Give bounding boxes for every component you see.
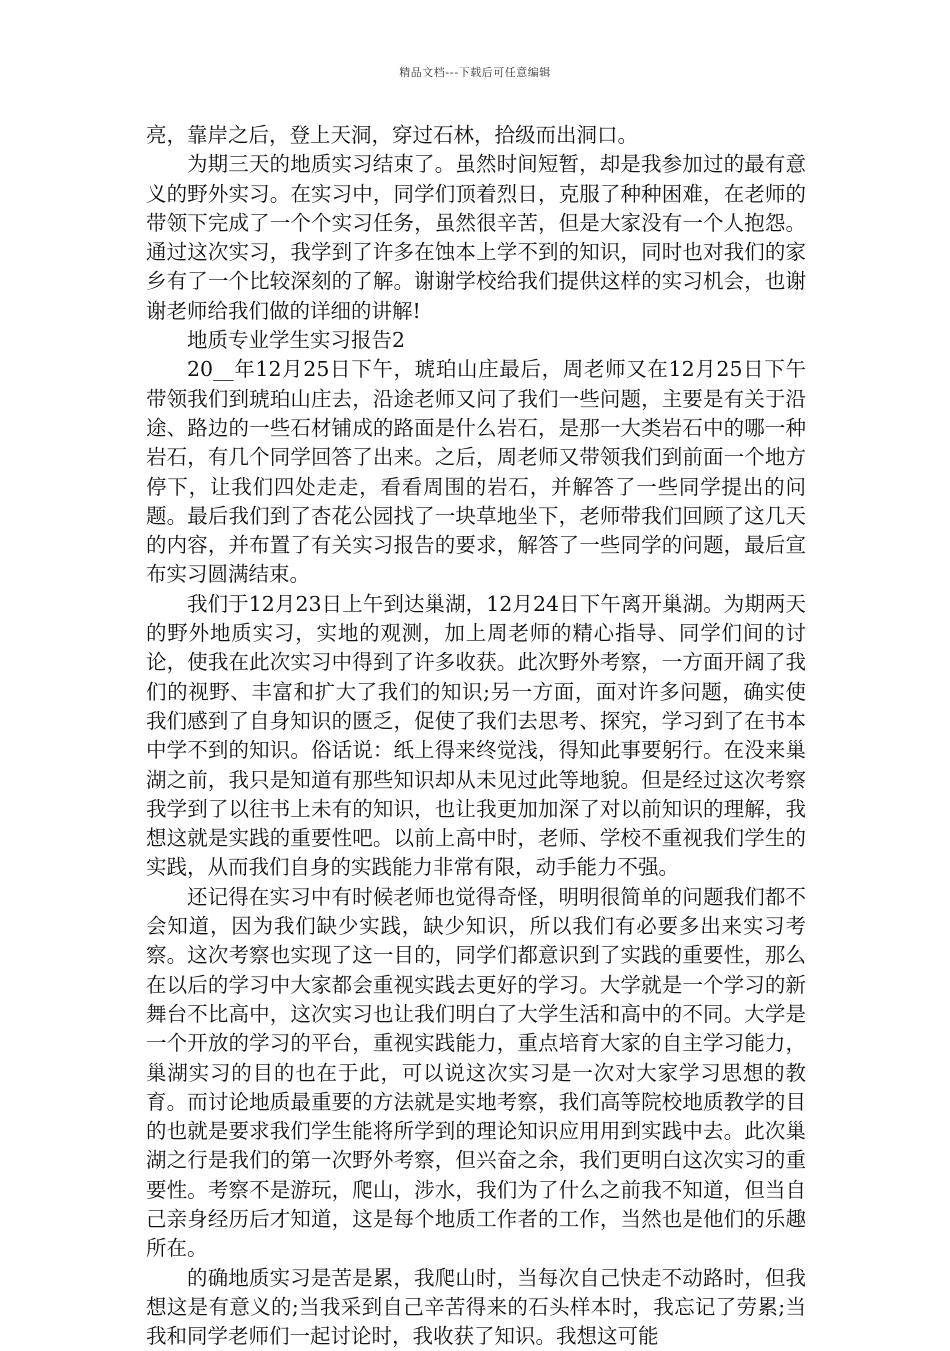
paragraph: 的确地质实习是苦是累，我爬山时，当每次自己快走不动路时，但我想这是有意义的;当我采到自己辛苦得来的石头样本时，我忘记了劳累;当我和同学老师们一起讨论时，我收获了知识。我想这可能: [146, 1265, 806, 1349]
document-body: [146, 121, 806, 1351]
paragraph: 还记得在实习中有时候老师也觉得奇怪，明明很简单的问题我们都不会知道，因为我们缺少实践，缺少知识，所以我们有必要多出来实习考察。这次考察也实现了这一目的，同学们都意识到了实践的重要性，那么在以后的学习中大家都会重视实践去更好的学习。大学就是一个学习的新舞台不比高中，这次实习也让我们明白了大学生活和高中的不同。大学是一个开放的学习的平台，重视实践能力，重点培育大家的自主学习能力，巢湖实习的目的也在于此，可以说这次实习是一次对大家学习思想的教育。而讨论地质最重要的方法就是实地考察，我们高等院校地质教学的目的也就是要求我们学生能将所学到的理论知识应用用到实践中去。此次巢湖之行是我们的第一次野外考察，但兴奋之余，我们更明白这次实习的重要性。考察不是游玩，爬山，涉水，我们为了什么之前我不知道，但当自己亲身经历后才知道，这是每个地质工作者的工作，当然也是他们的乐趣所在。: [146, 884, 806, 1261]
paragraph: 我们于12月23日上午到达巢湖，12月24日下午离开巢湖。为期两天的野外地质实习，实地的观测，加上周老师的精心指导、同学们间的讨论，使我在此次实习中得到了许多收获。此次野外考察，一方面开阔了我们的视野、丰富和扩大了我们的知识;另一方面，面对许多问题，确实使我们感到了自身知识的匮乏，促使了我们去思考、探究，学习到了在书本中学不到的知识。俗话说：纸上得来终觉浅，得知此事要躬行。在没来巢湖之前，我只是知道有那些知识却从未见过此等地貌。但是经过这次考察我学到了以往书上未有的知识，也让我更加加深了对以前知识的理解，我想这就是实践的重要性吧。以前上高中时，老师、学校不重视我们学生的实践，从而我们自身的实践能力非常有限，动手能力不强。: [146, 591, 806, 880]
page-header: 精品文档---下载后可任意编辑: [399, 66, 551, 79]
section-heading: 地质专业学生实习报告2: [187, 328, 406, 353]
paragraph: 为期三天的地质实习结束了。虽然时间短暂，却是我参加过的最有意义的野外实习。在实习中，同学们顶着烈日，克服了种种困难，在老师的带领下完成了一个个实习任务，虽然很辛苦，但是大家没有一个人抱怨。通过这次实习，我学到了许多在蚀本上学不到的知识，同时也对我们的家乡有了一个比较深刻的了解。谢谢学校给我们提供这样的实习机会，也谢谢老师给我们做的详细的讲解!: [146, 152, 806, 323]
paragraph: 亮，靠岸之后，登上天洞，穿过石林，拾级而出洞口。: [146, 123, 638, 147]
paragraph: 20__年12月25日下午，琥珀山庄最后，周老师又在12月25日下午带领我们到琥珀山庄去，沿途老师又问了我们一些问题，主要是有关于沿途、路边的一些石材铺成的路面是什么岩石，是那一大类岩石中的哪一种岩石，有几个同学回答了出来。之后，周老师又带领我们到前面一个地方停下，让我们四处走走，看看周围的岩石，并解答了一些同学提出的问题。最后我们到了杏花公园找了一块草地坐下，老师带我们回顾了这几天的内容，并布置了有关实习报告的要求，解答了一些同学的问题，最后宣布实习圆满结束。: [146, 357, 806, 587]
